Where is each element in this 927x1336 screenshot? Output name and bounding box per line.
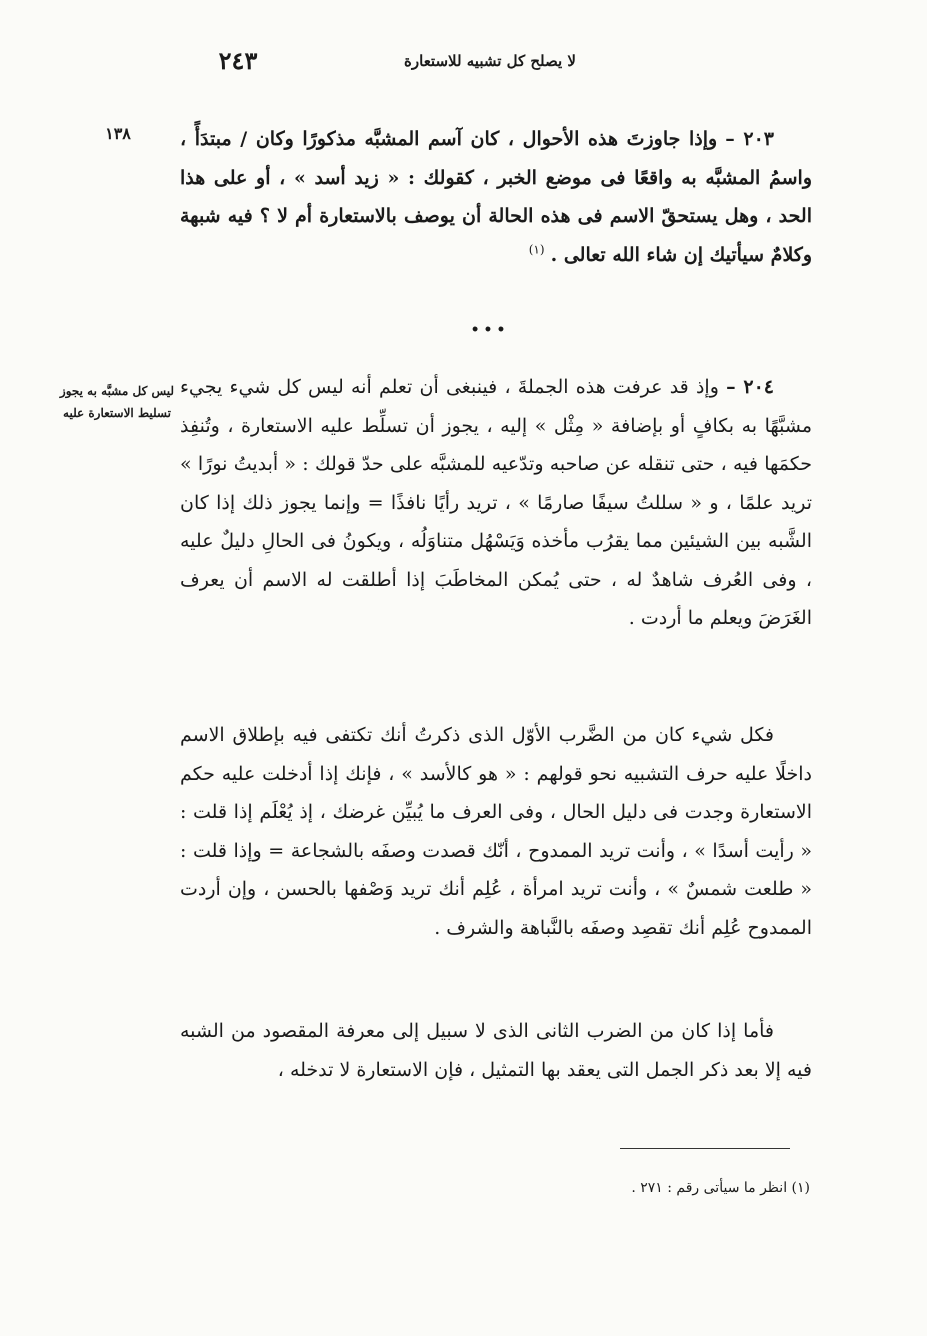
running-title: لا يصلح كل تشبيه للاستعارة [404,52,576,70]
footnote-reference[interactable]: (١) [528,242,545,257]
footnote: (١) انظر ما سيأتى رقم : ٢٧١ . [631,1180,810,1196]
paragraph-number: ٢٠٣ – [725,128,774,150]
paragraph-text: فكل شيء كان من الضَّرب الأوّل الذى ذكرتُ أنك تكتفى فيه بإطلاق الاسم داخلًا عليه حرف التشبيه نحو قولهم : « هو كالأسد » ، فإنك إذا أدخلت عليه حكم الاستعارة وجدت فى دليل الحال ، وفى العرف ما يُبيِّن غرضك ، إذ يُعْلَم إذا قلت : « رأيت أسدًا » ، وأنت تريد الممدوح ، أنّك قصدت وصفَه بالشجاعة = وإذا قلت : « طلعت شمسٌ » ، وأنت تريد امرأة ، عُلِم أنك تريد وَصْفها بالحسن ، وإن أردت الممدوح عُلِم أنك تقصِد وصفَه بالنَّباهة والشرف . [180,724,812,939]
paragraph-text: فأما إذا كان من الضرب الثانى الذى لا سبيل إلى معرفة المقصود من الشبه فيه إلا بعد ذكر الجمل التى يعقد بها التمثيل ، فإن الاستعارة لا تدخله ، [180,1020,812,1081]
paragraph-continuation-1 [180,716,812,947]
footnote-divider [620,1148,790,1149]
paragraph-204 [180,368,812,638]
paragraph-203-body [180,120,812,274]
margin-reference-number: ١٣٨ [105,124,131,143]
paragraph-text: وإذ قد عرفت هذه الجملةَ ، فينبغى أن تعلم أنه ليس كل شيء يجيء مشبَّهًا به بكافٍ أو بإضافة « مِثْل » إليه ، يجوز أن تسلِّط عليه الاستعارة ، وتُنفِذ حكمَها فيه ، حتى تنقله عن صاحبه وتدّعيه للمشبَّه على حدّ قولك : « أبديتُ نورًا » تريد علمًا ، و « سللتُ سيفًا صارمًا » ، تريد رأيًا نافذًا = وإنما يجوز ذلك إذا كان الشَّبه بين الشيئين مما يقرُب مأخذه وَيَسْهُل متناوَلُه ، ويكونُ فى الحالِ دليلٌ عليه ، وفى العُرف شاهدٌ له ، حتى يُمكن المخاطَبَ إذا أطلقت له الاسم أن يعرف الغَرَضَ ويعلم ما أردت . [180,376,812,629]
paragraph-text: وإذا جاوزتَ هذه الأحوال ، كان آسم المشبَّه مذكورًا وكان / مبتدَأً ، واسمُ المشبَّه به واقعًا فى موضع الخبر ، كقولك : « زيد أسد » ، أو على هذا الحد ، وهل يستحقّ الاسم فى هذه الحالة أن يوصف بالاستعارة أم لا ؟ فيه شبهة وكلامٌ سيأتيك إن شاء الله تعالى . [180,128,812,266]
margin-note: ليس كل مشبَّه به يجوز تسليط الاستعارة عليه [59,384,175,420]
section-separator: ••• [470,322,510,338]
paragraph-number: ٢٠٤ – [726,376,774,398]
paragraph-204-body [180,368,812,638]
paragraph-continuation-2 [180,1012,812,1089]
paragraph-203 [180,120,812,274]
page-number: ٢٤٣ [218,46,258,75]
